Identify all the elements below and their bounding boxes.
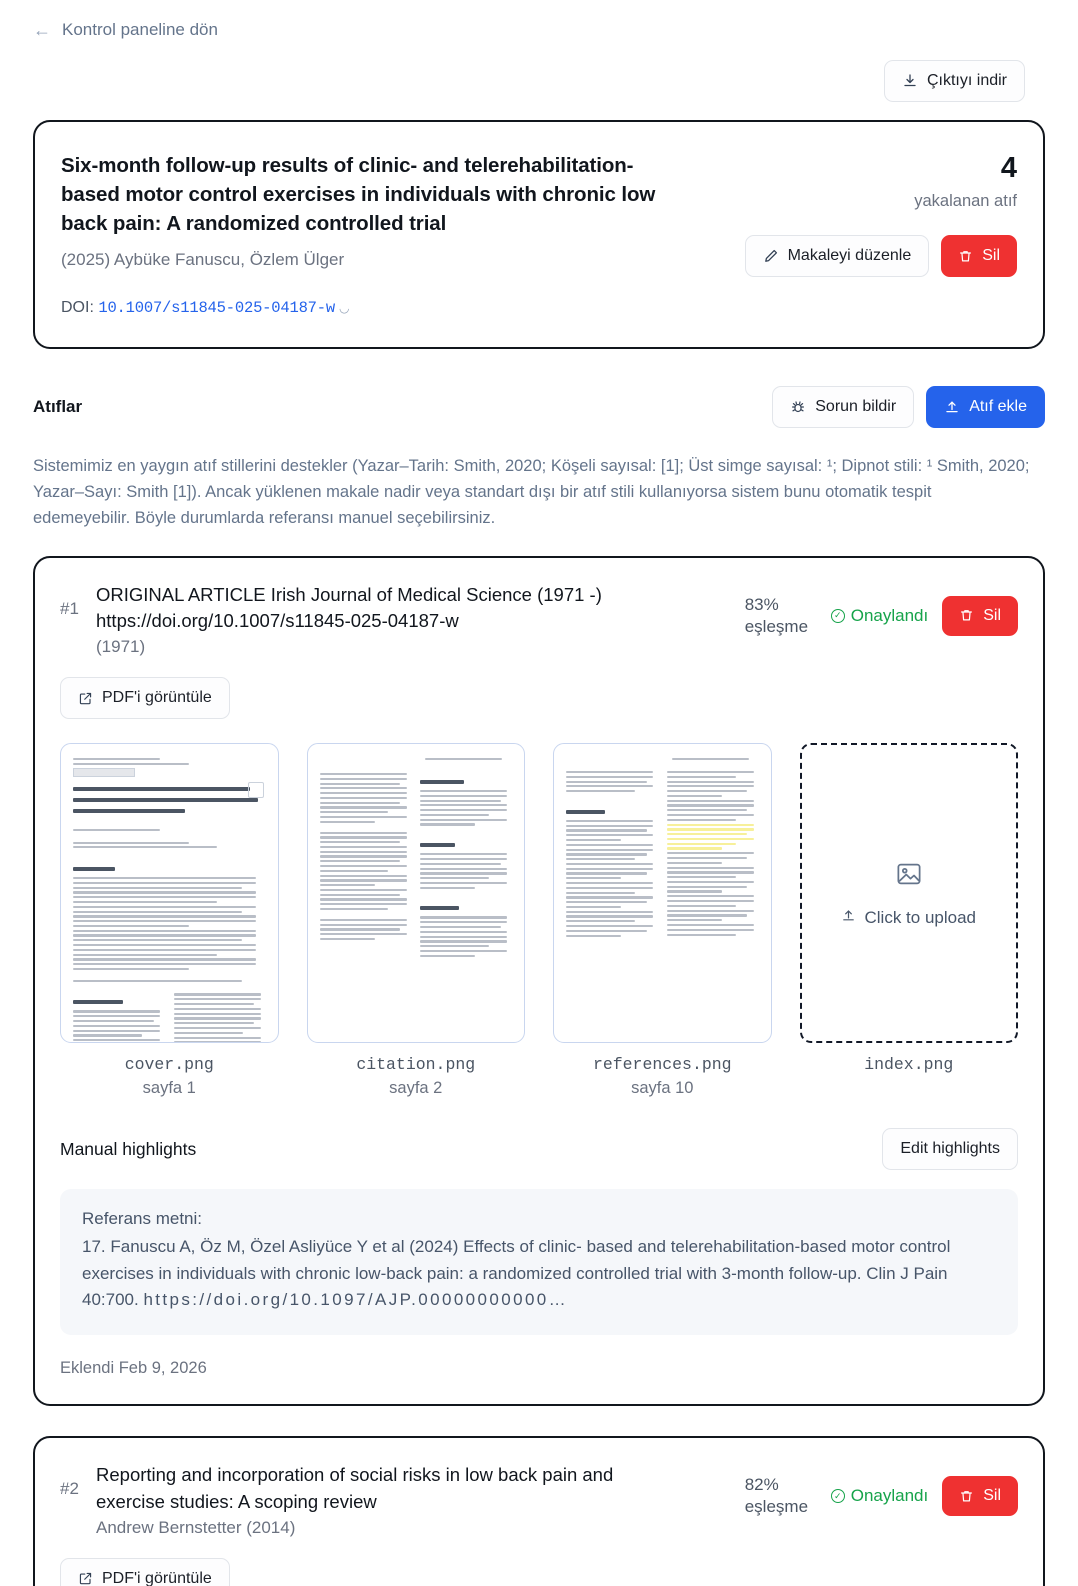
citation-2-status-badge bbox=[831, 1486, 929, 1506]
thumbnail-references-page: sayfa 10 bbox=[631, 1079, 694, 1098]
thumbnail-references-filename: references.png bbox=[592, 1055, 732, 1075]
manual-highlights-header bbox=[60, 1128, 1018, 1170]
thumbnail-references-image[interactable] bbox=[553, 743, 772, 1043]
article-side bbox=[702, 151, 1017, 317]
reference-text-part-b: https://doi.org/10.1097/AJP.00000000000 bbox=[143, 1289, 549, 1309]
reference-text-label: Referans metni: bbox=[82, 1209, 202, 1229]
external-link-icon bbox=[78, 691, 93, 706]
pencil-icon bbox=[763, 248, 779, 264]
thumbnail-index-upload bbox=[800, 743, 1019, 1098]
citation-2-delete-label: Sil bbox=[983, 1487, 1001, 1505]
article-actions bbox=[745, 235, 1017, 277]
delete-article-button[interactable] bbox=[941, 235, 1017, 277]
citation-count: 4 bbox=[1000, 152, 1017, 184]
citation-2-view-pdf-button[interactable] bbox=[60, 1558, 230, 1586]
citations-title: Atıflar bbox=[33, 397, 83, 417]
doi-label: DOI: bbox=[61, 299, 94, 317]
reference-text-body bbox=[82, 1234, 996, 1313]
citations-header bbox=[28, 386, 1050, 428]
citation-1-thumbnails bbox=[60, 743, 1018, 1098]
citations-header-actions bbox=[772, 386, 1045, 428]
thumbnail-citation-image[interactable] bbox=[307, 743, 526, 1043]
article-doi bbox=[61, 299, 692, 317]
arrow-left-icon: ← bbox=[33, 20, 51, 40]
edit-article-button[interactable] bbox=[745, 235, 930, 277]
reference-text-ellipsis: … bbox=[548, 1289, 566, 1309]
back-to-dashboard-link[interactable] bbox=[28, 0, 218, 40]
citation-1-title-line1: ORIGINAL ARTICLE Irish Journal of Medical Science (1971 -) bbox=[96, 583, 602, 605]
citation-count-label: yakalanan atıf bbox=[914, 192, 1017, 210]
download-output-label: Çıktıyı indir bbox=[926, 72, 1007, 89]
citation-2-status-label: Onaylandı bbox=[850, 1486, 929, 1506]
citation-1-year: (1971) bbox=[96, 637, 146, 657]
citation-1-status-label: Onaylandı bbox=[850, 605, 929, 625]
thumbnail-citation-filename: citation.png bbox=[356, 1055, 476, 1075]
citation-1-match bbox=[745, 594, 817, 638]
citation-2-match bbox=[745, 1474, 817, 1518]
citation-1-view-pdf-button[interactable] bbox=[60, 677, 230, 719]
article-main bbox=[61, 151, 702, 317]
reference-text-part-a: 17. Fanuscu A, Öz M, Özel Asliyüce Y et al (2024) Effects of clinic- based and telerehabilitation-based motor control exercises in individuals with chronic low-back pain: a randomized controlled trial with 3-month follow-up. Clin J Pain 40:700. bbox=[82, 1237, 951, 1309]
citation-1-view-pdf-label: PDF'i görüntüle bbox=[102, 689, 212, 707]
back-link-label: Kontrol paneline dön bbox=[62, 20, 218, 39]
edit-highlights-label: Edit highlights bbox=[900, 1140, 1000, 1158]
citation-1-status-badge bbox=[831, 606, 929, 626]
upload-dropzone[interactable] bbox=[800, 743, 1019, 1043]
citation-2-status-group bbox=[745, 1462, 1018, 1518]
thumbnail-references bbox=[553, 743, 772, 1098]
thumbnail-cover-image[interactable] bbox=[60, 743, 279, 1043]
citation-2-header bbox=[60, 1462, 1018, 1538]
thumbnail-index-filename: index.png bbox=[864, 1055, 954, 1075]
delete-article-label: Sil bbox=[982, 247, 1000, 264]
toolbar bbox=[28, 60, 1050, 102]
upload-icon bbox=[841, 908, 856, 928]
citation-2-match-percent: 82% bbox=[744, 1475, 779, 1495]
citation-2-match-label: eşleşme bbox=[744, 1497, 809, 1517]
trash-icon bbox=[958, 249, 973, 264]
citation-2-authors: Andrew Bernstetter (2014) bbox=[96, 1517, 296, 1537]
add-citation-button[interactable] bbox=[926, 386, 1045, 428]
thumbnail-cover-page: sayfa 1 bbox=[142, 1079, 196, 1098]
trash-icon bbox=[959, 608, 974, 623]
thumbnail-citation bbox=[307, 743, 526, 1098]
citation-1-status-group bbox=[745, 582, 1018, 638]
edit-article-label: Makaleyi düzenle bbox=[787, 247, 912, 264]
manual-highlights-title: Manual highlights bbox=[60, 1138, 197, 1159]
report-issue-label: Sorun bildir bbox=[815, 398, 897, 416]
download-output-button[interactable] bbox=[884, 60, 1025, 102]
check-circle-icon: ✓ bbox=[831, 609, 845, 623]
citation-2-titlewrap bbox=[96, 1462, 745, 1538]
download-icon bbox=[902, 73, 918, 89]
citation-1-delete-button[interactable] bbox=[942, 596, 1018, 636]
check-circle-icon: ✓ bbox=[831, 1489, 845, 1503]
citation-2-delete-button[interactable] bbox=[942, 1476, 1018, 1516]
citation-1-pdf-row bbox=[60, 677, 1018, 719]
article-title: Six-month follow-up results of clinic- and telerehabilitation-based motor control exercises in individuals with chronic low back pain: A randomized controlled trial bbox=[61, 154, 656, 236]
citation-2-view-pdf-label: PDF'i görüntüle bbox=[102, 1569, 212, 1586]
report-issue-button[interactable] bbox=[772, 386, 914, 428]
citation-2-number: #2 bbox=[60, 1479, 79, 1499]
citation-1-match-label: eşleşme bbox=[744, 616, 809, 636]
bug-icon bbox=[790, 399, 806, 415]
citation-2-title-line2: exercise studies: A scoping review bbox=[96, 1491, 377, 1512]
upload-label-wrap bbox=[841, 908, 976, 928]
citation-1-titlewrap bbox=[96, 582, 745, 658]
citation-1-number: #1 bbox=[60, 598, 79, 618]
citation-card-2 bbox=[33, 1436, 1045, 1586]
article-card bbox=[33, 120, 1045, 349]
citation-1-title-line2: https://doi.org/10.1007/s11845-025-04187-w bbox=[96, 610, 459, 632]
citations-description: Sistemimiz en yaygın atıf stillerini destekler (Yazar–Tarih: Smith, 2020; Köşeli sayısal: [1]; Üst simge sayısal: ¹; Dipnot stili: ¹ Smith, 2020; Yazar–Sayı: Smith [1]). Ancak yüklenen makale nadir veya standart dışı bir atıf stili kullanıyorsa sistem bunu otomatik tespit edemeyebilir. Böyle durumlarda referansı manuel seçebilirsiniz. bbox=[33, 457, 1030, 527]
trash-icon bbox=[959, 1489, 974, 1504]
thumbnail-cover-filename: cover.png bbox=[124, 1055, 214, 1075]
citation-1-delete-label: Sil bbox=[983, 606, 1001, 624]
citation-1-header bbox=[60, 582, 1018, 658]
external-link-icon: ◡ bbox=[338, 301, 350, 316]
reference-text-box bbox=[60, 1189, 1018, 1335]
image-icon bbox=[894, 859, 924, 894]
edit-highlights-button[interactable] bbox=[882, 1128, 1018, 1170]
thumbnail-cover bbox=[60, 743, 279, 1098]
doi-link[interactable]: 10.1007/s11845-025-04187-w bbox=[98, 299, 335, 318]
citation-2-title-line1: Reporting and incorporation of social risks in low back pain and bbox=[96, 1464, 614, 1486]
thumbnail-citation-page: sayfa 2 bbox=[389, 1079, 443, 1098]
upload-icon bbox=[944, 399, 960, 415]
external-link-icon bbox=[78, 1571, 93, 1586]
article-meta: (2025) Aybüke Fanuscu, Özlem Ülger bbox=[61, 250, 345, 270]
citation-1-added-date: Eklendi Feb 9, 2026 bbox=[60, 1359, 207, 1378]
citation-1-match-percent: 83% bbox=[744, 594, 779, 614]
add-citation-label: Atıf ekle bbox=[969, 398, 1027, 416]
citation-card-1 bbox=[33, 556, 1045, 1407]
upload-text: Click to upload bbox=[864, 907, 976, 927]
citation-2-pdf-row bbox=[60, 1558, 1018, 1586]
